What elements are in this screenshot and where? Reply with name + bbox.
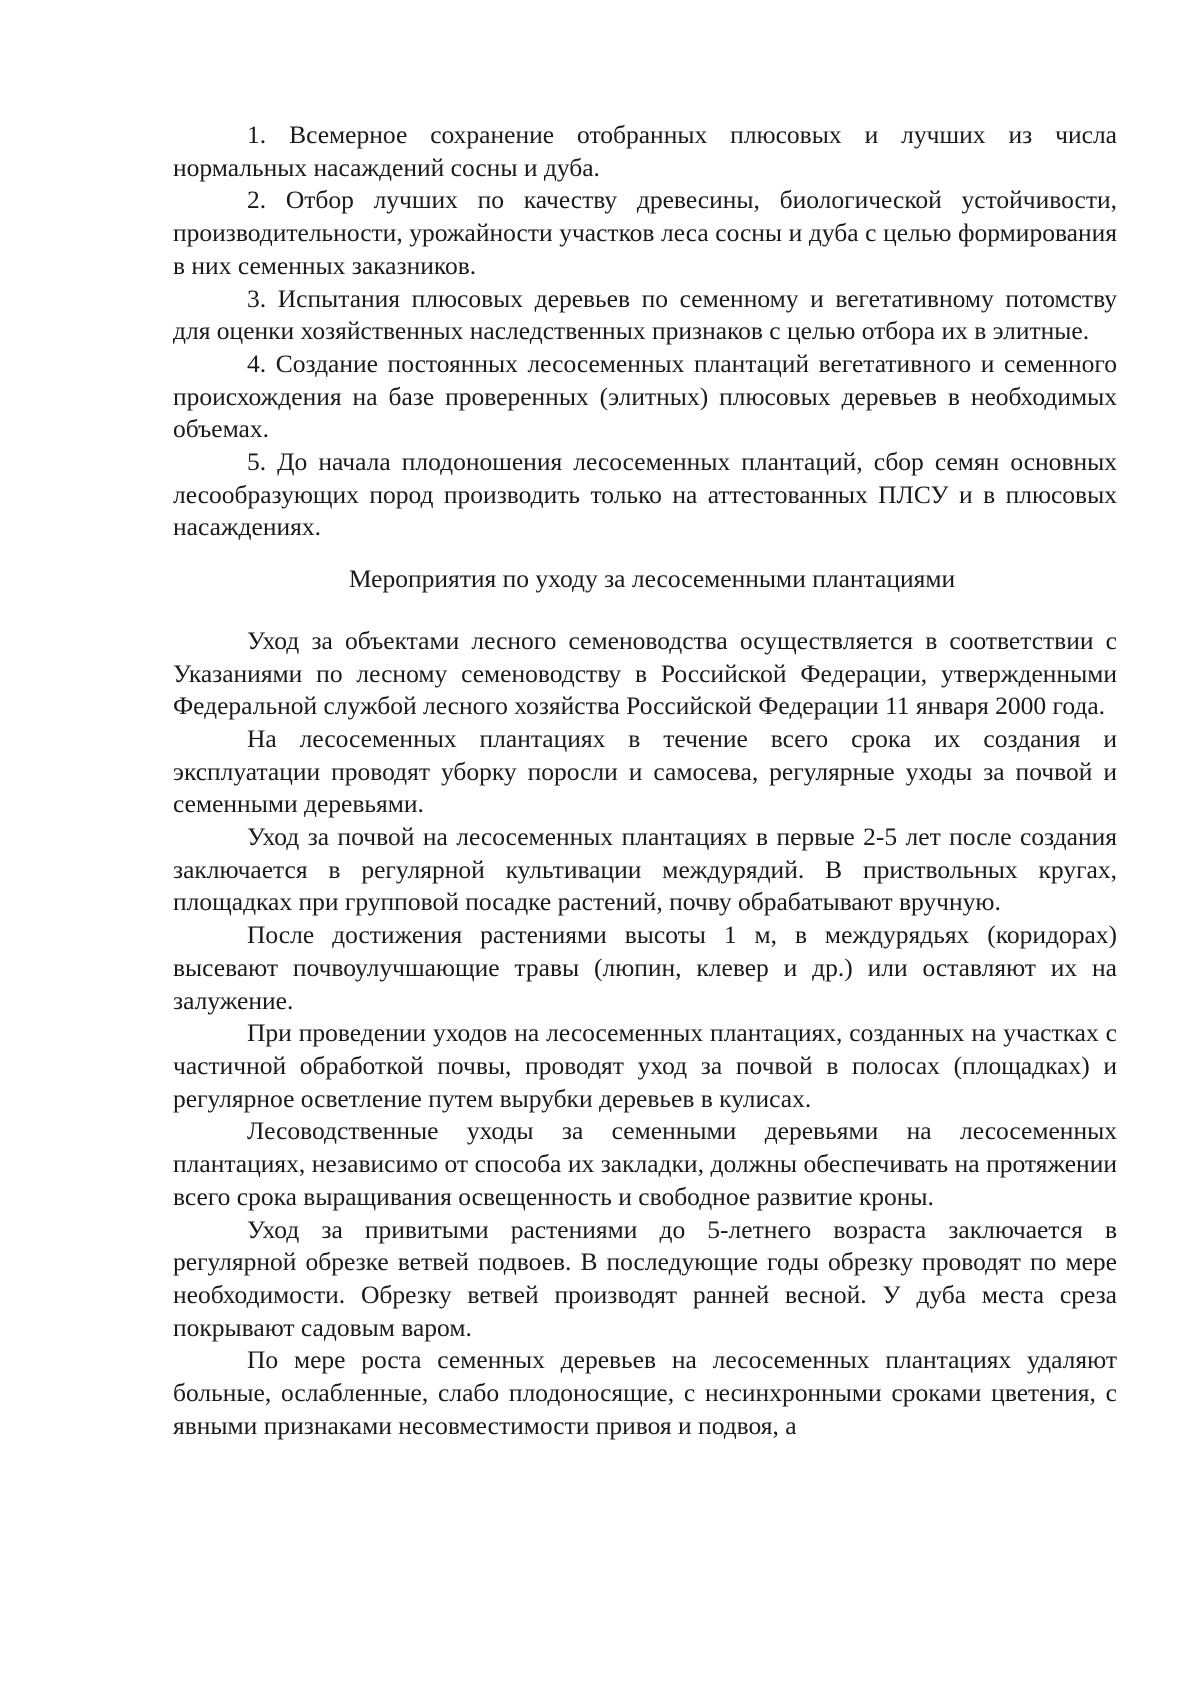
paragraph: Уход за объектами лесного семеноводства осуществляется в соответствии с Указаниями по лесному семеноводству в Российской Федерации, утвержденными Федеральной службой лесного хозяйства Российской Федерации 11 января 2000 года.: [173, 625, 1117, 721]
list-item: 5. До начала плодоношения лесосеменных плантаций, сбор семян основных лесообразующих пород производить только на аттестованных ПЛСУ и в плюсовых насаждениях.: [173, 447, 1117, 542]
paragraph: После достижения растениями высоты 1 м, в междурядьях (коридорах) высевают почвоулучшающие травы (люпин, клевер и др.) или оставляют их на залужение.: [173, 920, 1117, 1015]
paragraph: Уход за привитыми растениями до 5-летнего возраста заключается в регулярной обрезке ветвей подвоев. В последующие годы обрезку проводят по мере необходимости. Обрезку ветвей производят ранней весной. У дуба места среза покрывают садовым варом.: [173, 1214, 1117, 1342]
paragraph: На лесосеменных плантациях в течение всего срока их создания и эксплуатации проводят уборку поросли и самосева, регулярные уходы за почвой и семенными деревьями.: [173, 723, 1117, 819]
list-item: 4. Создание постоянных лесосеменных плантаций вегетативного и семенного происхождения на базе проверенных (элитных) плюсовых деревьев в необходимых объемах.: [173, 348, 1117, 444]
list-item: 1. Всемерное сохранение отобранных плюсовых и лучших из числа нормальных насаждений сосны и дуба.: [173, 120, 1117, 182]
list-item: 2. Отбор лучших по качеству древесины, биологической устойчивости, производительности, урожайности участков леса сосны и дуба с целью формирования в них семенных заказников.: [173, 185, 1117, 280]
paragraph: Уход за почвой на лесосеменных плантациях в первые 2-5 лет после создания заключается в регулярной культивации междурядий. В приствольных кругах, площадках при групповой посадке растений, почву обрабатывают вручную.: [173, 822, 1117, 917]
section-heading: Мероприятия по уходу за лесосеменными плантациями: [348, 564, 956, 594]
list-item: 3. Испытания плюсовых деревьев по семенному и вегетативному потомству для оценки хозяйственных наследственных признаков с целью отбора их в элитные.: [173, 283, 1117, 346]
paragraph: По мере роста семенных деревьев на лесосеменных плантациях удаляют больные, ослабленные, слабо плодоносящие, с несинхронными сроками цветения, с явными признаками несовместимости привоя и подвоя, а: [173, 1345, 1117, 1440]
paragraph: При проведении уходов на лесосеменных плантациях, созданных на участках с частичной обработкой почвы, проводят уход за почвой в полосах (площадках) и регулярное осветление путем вырубки деревьев в кулисах.: [173, 1018, 1117, 1113]
document-body: [173, 119, 1117, 1442]
paragraph: Лесоводственные уходы за семенными деревьями на лесосеменных плантациях, независимо от способа их закладки, должны обеспечивать на протяжении всего срока выращивания освещенность и свободное развитие кроны.: [173, 1116, 1117, 1211]
